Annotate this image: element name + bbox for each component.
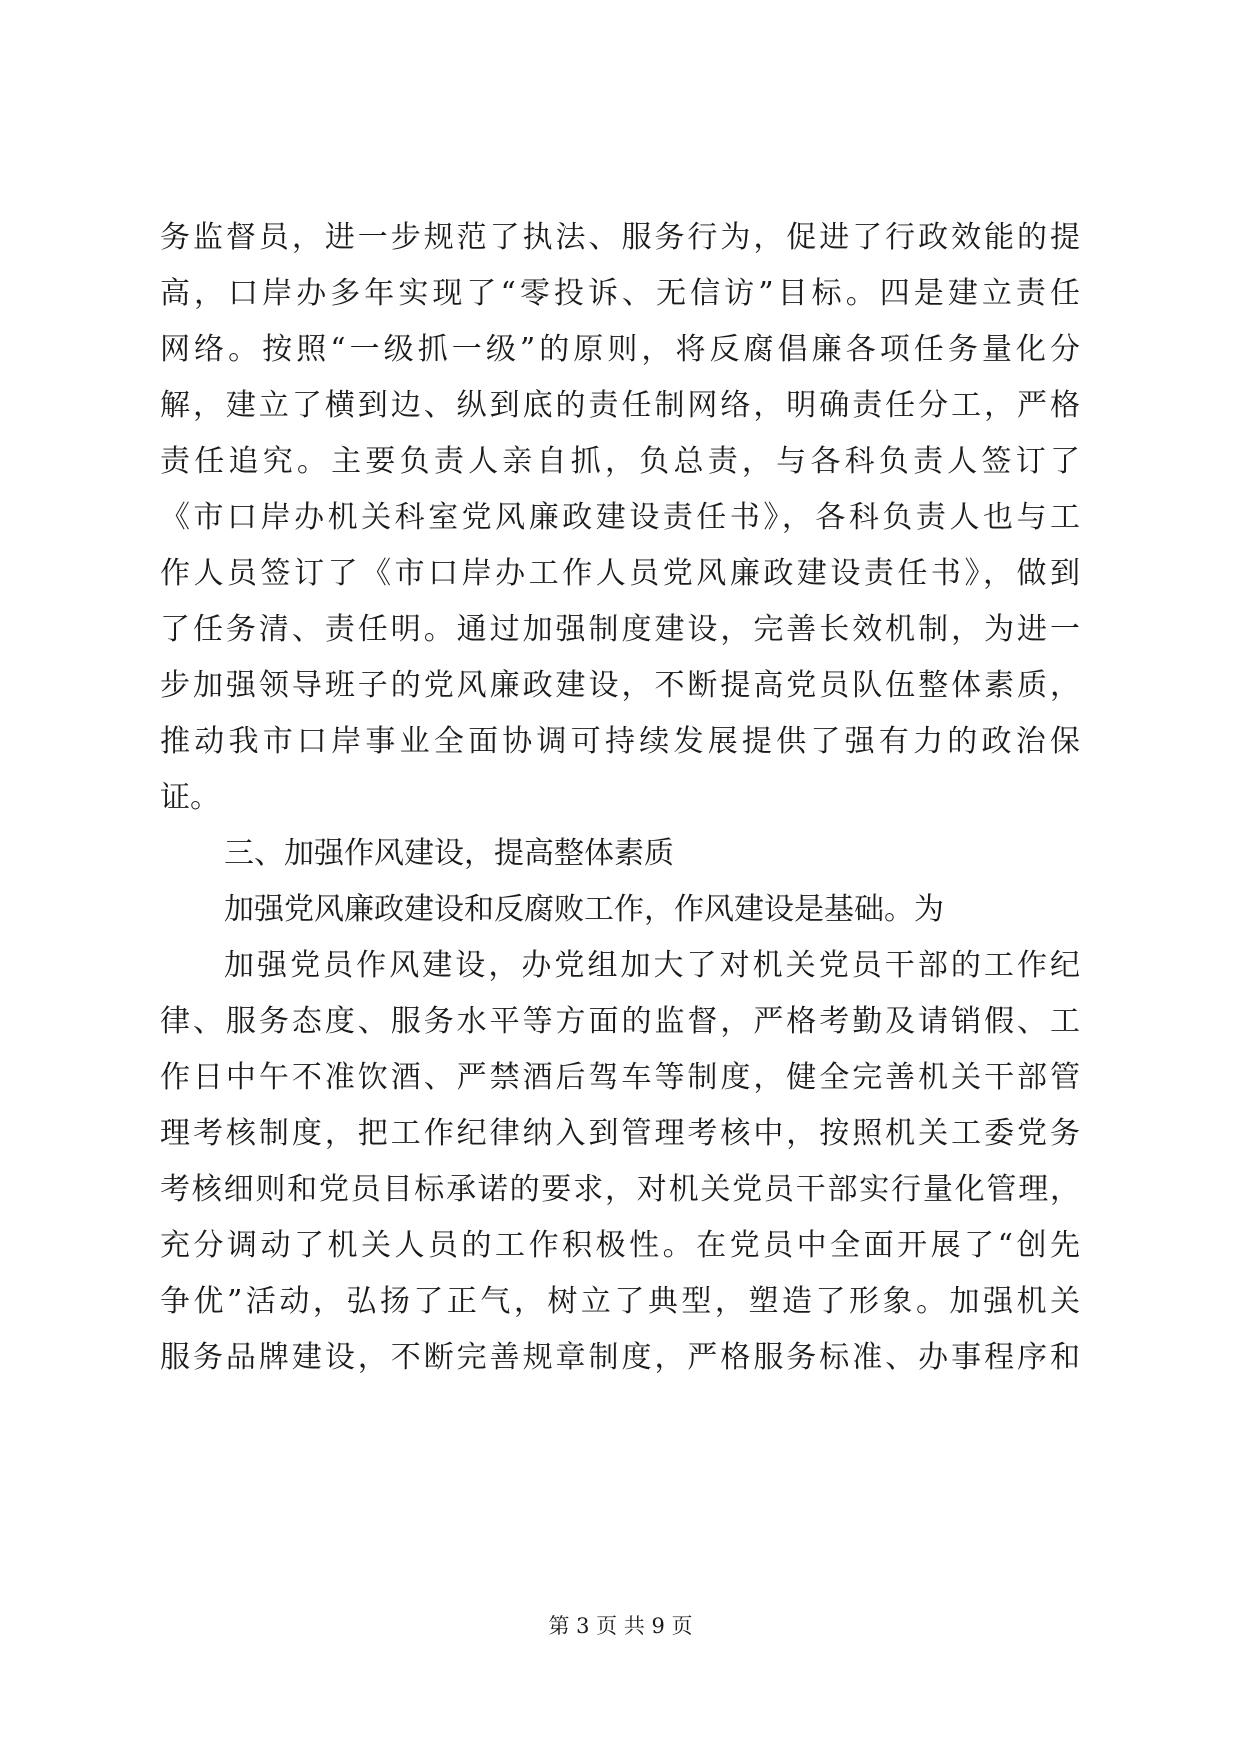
paragraph-line: 考核细则和党员目标承诺的要求，对机关党员干部实行量化管理， [160,1172,1080,1207]
paragraph-line: 证。 [160,780,220,815]
page-number-footer: 第 3 页 共 9 页 [548,1614,693,1638]
intro-line: 加强党风廉政建设和反腐败工作，作风建设是基础。为 [224,892,944,927]
paragraph-line: 理考核制度，把工作纪律纳入到管理考核中，按照机关工委党务 [160,1116,1080,1151]
paragraph-line: 加强党员作风建设，办党组加大了对机关党员干部的工作纪 [224,948,1080,983]
paragraph-line: 作人员签订了《市口岸办工作人员党风廉政建设责任书》，做到 [160,556,1080,591]
paragraph-line: 解，建立了横到边、纵到底的责任制网络，明确责任分工，严格 [160,388,1080,423]
paragraph-line: 了任务清、责任明。通过加强制度建设，完善长效机制，为进一 [160,612,1080,647]
paragraph-line: 争优”活动，弘扬了正气，树立了典型，塑造了形象。加强机关 [160,1284,1080,1319]
section-heading: 三、加强作风建设，提高整体素质 [224,836,674,871]
paragraph-line: 律、服务态度、服务水平等方面的监督，严格考勤及请销假、工 [160,1004,1080,1039]
paragraph-line: 充分调动了机关人员的工作积极性。在党员中全面开展了“创先 [160,1228,1080,1263]
paragraph-line: 服务品牌建设，不断完善规章制度，严格服务标准、办事程序和 [160,1340,1080,1375]
paragraph-line: 高，口岸办多年实现了“零投诉、无信访”目标。四是建立责任 [160,276,1080,311]
paragraph-line: 网络。按照“一级抓一级”的原则，将反腐倡廉各项任务量化分 [160,332,1080,367]
paragraph-line: 务监督员，进一步规范了执法、服务行为，促进了行政效能的提 [160,220,1080,255]
paragraph-line: 责任追究。主要负责人亲自抓，负总责，与各科负责人签订了 [160,444,1080,479]
paragraph-line: 《市口岸办机关科室党风廉政建设责任书》，各科负责人也与工 [160,500,1080,535]
paragraph-line: 步加强领导班子的党风廉政建设，不断提高党员队伍整体素质， [160,668,1080,703]
paragraph-line: 推动我市口岸事业全面协调可持续发展提供了强有力的政治保 [160,724,1080,759]
paragraph-line: 作日中午不准饮酒、严禁酒后驾车等制度，健全完善机关干部管 [160,1060,1080,1095]
